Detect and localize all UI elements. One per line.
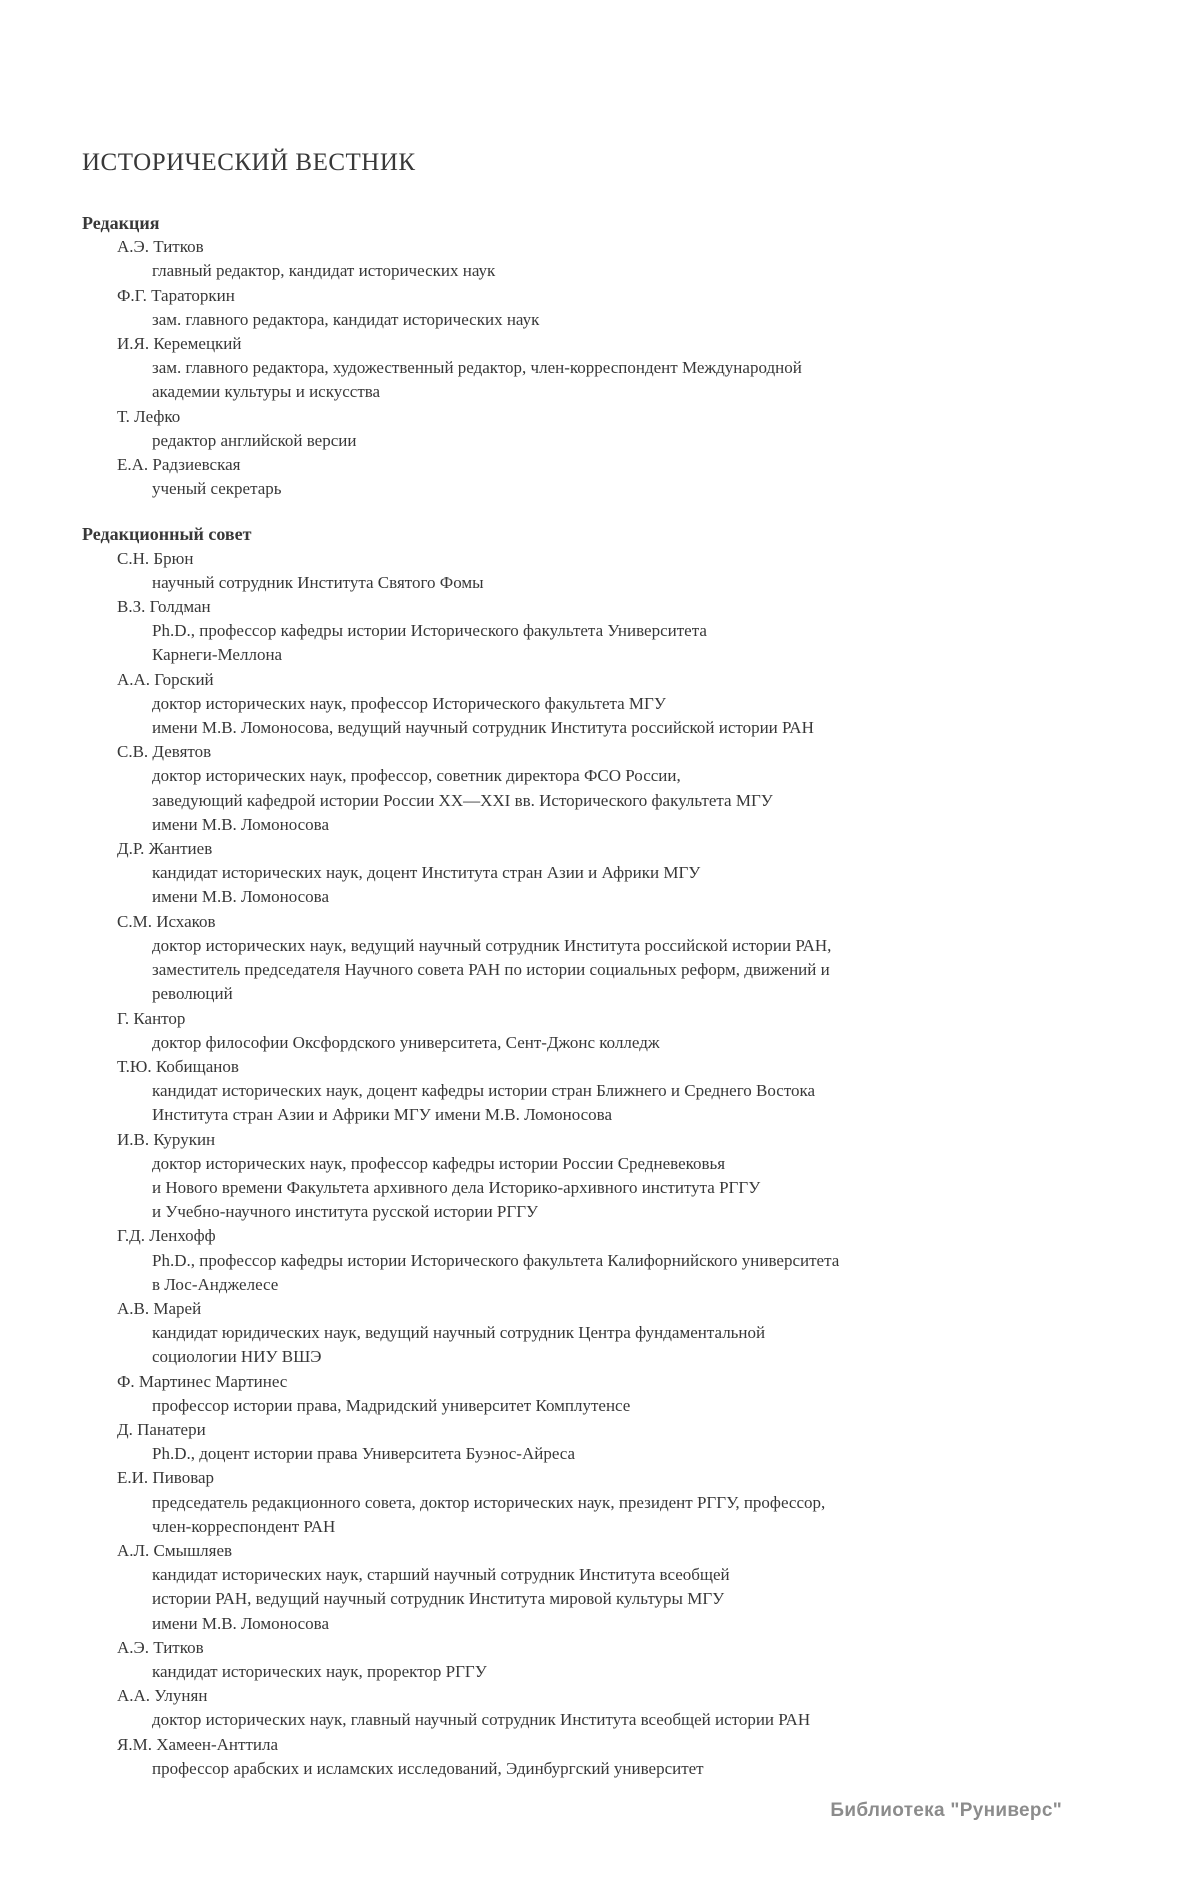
member-entry <box>82 740 1142 837</box>
member-name: Я.М. Хамеен-Анттила <box>117 1734 278 1754</box>
member-role-line: и Нового времени Факультета архивного дела Историко-архивного института РГГУ <box>152 1177 761 1197</box>
member-role-line: ученый секретарь <box>152 479 282 499</box>
member-role-line: заведующий кафедрой истории России XX—XXI вв. Исторического факультета МГУ <box>152 790 773 810</box>
member-entry <box>82 1539 1142 1636</box>
member-name: Ф.Г. Тараторкин <box>117 285 235 305</box>
member-entry <box>82 284 1142 332</box>
member-name: А.Э. Титков <box>117 1637 204 1657</box>
member-name: Д. Панатери <box>117 1419 206 1439</box>
document-page <box>82 148 1142 1781</box>
member-role-line: кандидат исторических наук, старший научный сотрудник Института всеобщей <box>152 1565 730 1585</box>
member-entry <box>82 1418 1142 1466</box>
member-role-line: Карнеги-Меллона <box>152 645 283 665</box>
member-name: А.А. Улунян <box>117 1686 208 1706</box>
member-name: Ф. Мартинес Мартинес <box>117 1371 288 1391</box>
member-role-line: научный сотрудник Института Святого Фомы <box>152 572 484 592</box>
member-role-line: доктор исторических наук, профессор, советник директора ФСО России, <box>152 766 681 786</box>
member-entry <box>82 1128 1142 1225</box>
member-role-line: доктор исторических наук, главный научный сотрудник Института всеобщей истории РАН <box>152 1710 811 1730</box>
member-role-line: член-корреспондент РАН <box>152 1516 336 1536</box>
member-role-line: доктор исторических наук, ведущий научный сотрудник Института российской истории РАН, <box>152 935 832 955</box>
member-role-line: зам. главного редактора, художественный редактор, член-корреспондент Международной <box>152 358 802 378</box>
member-role-line: главный редактор, кандидат исторических наук <box>152 261 496 281</box>
section-heading-editorial-board: Редакционный совет <box>82 524 252 545</box>
member-entry <box>82 1636 1142 1684</box>
member-role-line: имени М.В. Ломоносова <box>152 814 330 834</box>
member-role-line: имени М.В. Ломоносова <box>152 1613 330 1633</box>
member-role-line: Ph.D., доцент истории права Университета Буэнос-Айреса <box>152 1444 576 1464</box>
section-editorial-staff <box>82 211 1142 501</box>
member-name: С.Н. Брюн <box>117 548 194 568</box>
member-role-line: заместитель председателя Научного совета РАН по истории социальных реформ, движений и <box>152 960 830 980</box>
member-role-line: академии культуры и искусства <box>152 382 381 402</box>
member-name: Т. Лефко <box>117 406 181 426</box>
member-role-line: председатель редакционного совета, доктор исторических наук, президент РГГУ, профессор, <box>152 1492 826 1512</box>
member-role-line: Ph.D., профессор кафедры истории Исторического факультета Калифорнийского университета <box>152 1250 840 1270</box>
member-entry <box>82 1055 1142 1128</box>
member-name: Е.И. Пивовар <box>117 1468 215 1488</box>
member-entry <box>82 547 1142 595</box>
member-entry <box>82 837 1142 910</box>
member-entry <box>82 405 1142 453</box>
member-role-line: кандидат исторических наук, доцент кафедры истории стран Ближнего и Среднего Востока <box>152 1081 816 1101</box>
member-name: Е.А. Радзиевская <box>117 455 241 475</box>
member-entry <box>82 453 1142 501</box>
member-entry <box>82 1224 1142 1297</box>
member-role-line: имени М.В. Ломоносова <box>152 887 330 907</box>
member-role-line: кандидат исторических наук, доцент Института стран Азии и Африки МГУ <box>152 863 701 883</box>
member-role-line: редактор английской версии <box>152 430 357 450</box>
member-role-line: зам. главного редактора, кандидат исторических наук <box>152 309 540 329</box>
section-editorial-board <box>82 522 1142 1781</box>
member-name: И.В. Курукин <box>117 1129 216 1149</box>
member-name: С.В. Девятов <box>117 742 212 762</box>
member-name: В.З. Голдман <box>117 597 211 617</box>
editorial-staff-list <box>82 235 1142 501</box>
member-role-line: кандидат исторических наук, проректор РГГУ <box>152 1661 487 1681</box>
member-entry <box>82 595 1142 668</box>
member-role-line: доктор исторических наук, профессор Исторического факультета МГУ <box>152 693 666 713</box>
member-role-line: кандидат юридических наук, ведущий научный сотрудник Центра фундаментальной <box>152 1323 766 1343</box>
member-name: Г.Д. Ленхофф <box>117 1226 216 1246</box>
member-name: Г. Кантор <box>117 1008 186 1028</box>
member-name: А.Л. Смышляев <box>117 1540 233 1560</box>
member-name: Д.Р. Жантиев <box>117 839 213 859</box>
member-entry <box>82 1370 1142 1418</box>
member-entry <box>82 332 1142 405</box>
member-entry <box>82 1297 1142 1370</box>
member-role-line: революций <box>152 984 233 1004</box>
member-role-line: в Лос-Анджелесе <box>152 1274 279 1294</box>
member-entry <box>82 235 1142 283</box>
member-role-line: и Учебно-научного института русской истории РГГУ <box>152 1202 539 1222</box>
member-role-line: Института стран Азии и Африки МГУ имени М.В. Ломоносова <box>152 1105 613 1125</box>
library-watermark: Библиотека "Руниверс" <box>830 1800 1062 1821</box>
member-name: А.А. Горский <box>117 669 214 689</box>
member-role-line: социологии НИУ ВШЭ <box>152 1347 322 1367</box>
member-name: А.Э. Титков <box>117 237 204 257</box>
member-name: И.Я. Керемецкий <box>117 334 242 354</box>
member-role-line: доктор исторических наук, профессор кафедры истории России Средневековья <box>152 1153 726 1173</box>
member-name: Т.Ю. Кобищанов <box>117 1056 239 1076</box>
member-role-line: доктор философии Оксфордского университета, Сент-Джонс колледж <box>152 1032 660 1052</box>
section-heading-editorial-staff: Редакция <box>82 213 160 233</box>
member-name: С.М. Исхаков <box>117 911 216 931</box>
member-entry <box>82 1007 1142 1055</box>
member-entry <box>82 668 1142 741</box>
member-role-line: имени М.В. Ломоносова, ведущий научный сотрудник Института российской истории РАН <box>152 718 814 738</box>
member-role-line: Ph.D., профессор кафедры истории Исторического факультета Университета <box>152 621 707 641</box>
member-entry <box>82 1684 1142 1732</box>
member-entry <box>82 910 1142 1007</box>
editorial-board-list <box>82 547 1142 1781</box>
member-role-line: профессор арабских и исламских исследований, Эдинбургский университет <box>152 1758 704 1778</box>
member-entry <box>82 1466 1142 1539</box>
page-title: ИСТОРИЧЕСКИЙ ВЕСТНИК <box>82 149 416 176</box>
member-entry <box>82 1733 1142 1781</box>
member-name: А.В. Марей <box>117 1298 202 1318</box>
member-role-line: профессор истории права, Мадридский университет Комплутенсе <box>152 1395 631 1415</box>
member-role-line: истории РАН, ведущий научный сотрудник Института мировой культуры МГУ <box>152 1589 725 1609</box>
